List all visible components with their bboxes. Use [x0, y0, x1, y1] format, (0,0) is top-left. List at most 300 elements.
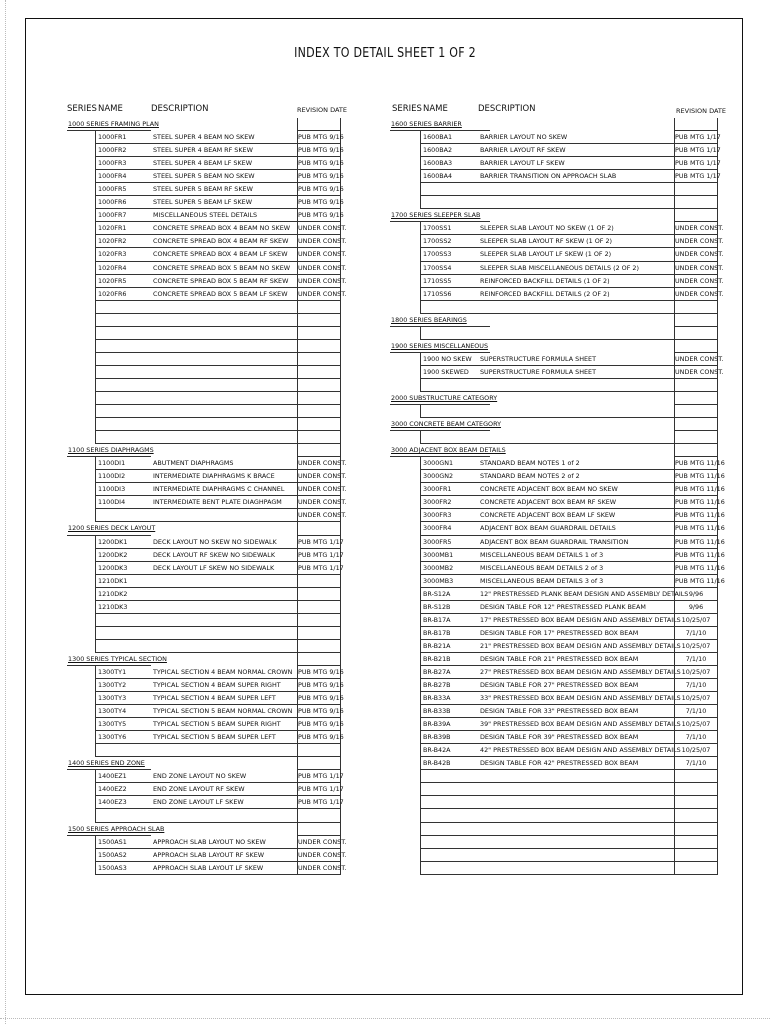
section-header-row — [390, 118, 718, 131]
revision-cell: UNDER CONST. — [297, 483, 341, 496]
description-cell: BARRIER LAYOUT RF SKEW — [478, 144, 674, 157]
description-cell: ADJACENT BOX BEAM GUARDRAIL DETAILS — [478, 522, 674, 535]
description-cell — [478, 301, 674, 314]
table-row — [390, 640, 718, 653]
section-header-row — [390, 444, 718, 457]
table-row — [390, 770, 718, 783]
revision-cell: PUB MTG 9/16 — [297, 718, 341, 731]
table-row — [390, 744, 718, 757]
revision-cell: PUB MTG 1/17 — [674, 144, 718, 157]
name-cell: 1300TY3 — [95, 692, 151, 705]
name-cell — [420, 327, 478, 340]
description-cell — [151, 366, 297, 379]
revision-cell — [674, 314, 718, 327]
revision-cell: PUB MTG 11/16 — [674, 509, 718, 522]
description-cell — [478, 431, 674, 444]
revision-cell: PUB MTG 9/16 — [297, 157, 341, 170]
table-row — [67, 627, 341, 640]
section-header-row — [390, 418, 718, 431]
name-cell — [420, 301, 478, 314]
name-cell: BR-S12A — [420, 588, 478, 601]
table-row — [67, 157, 344, 170]
revision-cell — [297, 575, 341, 588]
revision-cell: PUB MTG 1/17 — [674, 131, 718, 144]
right-index-column — [390, 104, 726, 875]
table-row — [67, 575, 341, 588]
revision-cell — [297, 757, 341, 770]
revision-cell — [674, 209, 718, 222]
description-cell: 39" PRESTRESSED BOX BEAM DESIGN AND ASSEMBLY DETAILS — [478, 718, 674, 731]
revision-cell — [297, 418, 341, 431]
table-row — [390, 601, 718, 614]
table-row — [67, 509, 347, 522]
table-row — [390, 823, 718, 836]
table-row — [67, 496, 347, 509]
name-cell: BR-B27B — [420, 679, 478, 692]
revision-cell: UNDER CONST. — [297, 235, 341, 248]
description-cell: SLEEPER SLAB MISCELLANEOUS DETAILS (2 OF 2) — [478, 262, 674, 275]
name-cell: 1600BA3 — [420, 157, 478, 170]
table-row — [390, 288, 724, 301]
revision-cell — [297, 379, 341, 392]
description-cell: BARRIER LAYOUT NO SKEW — [478, 131, 674, 144]
revision-cell: UNDER CONST. — [297, 470, 341, 483]
name-cell — [420, 183, 478, 196]
revision-cell: UNDER CONST. — [297, 509, 341, 522]
revision-cell — [674, 809, 718, 822]
revision-cell — [297, 823, 341, 836]
section-title: 1100 SERIES DIAPHRAGMS — [68, 446, 154, 455]
revision-cell — [297, 653, 341, 666]
name-header: NAME — [423, 104, 448, 114]
revision-cell — [674, 118, 718, 131]
description-cell: DESIGN TABLE FOR 27" PRESTRESSED BOX BEAM — [478, 679, 674, 692]
revision-cell: UNDER CONST. — [674, 288, 718, 301]
table-row — [67, 327, 341, 340]
description-cell: ABUTMENT DIAPHRAGMS — [151, 457, 297, 470]
description-cell — [478, 823, 674, 836]
table-row — [67, 744, 341, 757]
description-cell: END ZONE LAYOUT NO SKEW — [151, 770, 297, 783]
revision-cell: PUB MTG 9/16 — [297, 731, 341, 744]
description-cell: BARRIER TRANSITION ON APPROACH SLAB — [478, 170, 674, 183]
table-row — [390, 562, 725, 575]
name-cell — [420, 862, 478, 875]
table-row — [390, 731, 718, 744]
name-cell: 1020FR6 — [95, 288, 151, 301]
name-cell: 1300TY1 — [95, 666, 151, 679]
name-cell: 1020FR1 — [95, 222, 151, 235]
revision-cell: PUB MTG 1/17 — [674, 170, 718, 183]
table-row — [67, 549, 344, 562]
name-cell: 1400EZ3 — [95, 796, 151, 809]
name-cell: 1300TY5 — [95, 718, 151, 731]
name-cell: 1210DK1 — [95, 575, 151, 588]
description-cell: 33" PRESTRESSED BOX BEAM DESIGN AND ASSEMBLY DETAILS — [478, 692, 674, 705]
spacer-row — [390, 431, 718, 444]
name-cell: BR-B17A — [420, 614, 478, 627]
name-cell: 1600BA4 — [420, 170, 478, 183]
section-header-row — [67, 823, 341, 836]
description-cell — [151, 809, 297, 822]
table-row — [67, 614, 341, 627]
description-cell: STEEL SUPER 5 BEAM RF SKEW — [151, 183, 297, 196]
description-cell — [151, 314, 297, 327]
section-header-row — [67, 522, 341, 535]
revision-cell — [674, 301, 718, 314]
table-row — [390, 849, 718, 862]
revision-cell: PUB MTG 9/16 — [297, 679, 341, 692]
revision-cell — [674, 418, 718, 431]
description-cell — [478, 862, 674, 875]
table-row — [67, 248, 347, 261]
description-cell: MISCELLANEOUS BEAM DETAILS 3 of 3 — [478, 575, 674, 588]
table-row — [390, 222, 724, 235]
name-cell: 3000FR5 — [420, 536, 478, 549]
description-cell: DESIGN TABLE FOR 39" PRESTRESSED BOX BEAM — [478, 731, 674, 744]
table-row — [390, 235, 724, 248]
section-header-row — [67, 118, 341, 131]
revision-cell — [674, 431, 718, 444]
description-cell: CONCRETE SPREAD BOX 5 BEAM RF SKEW — [151, 275, 297, 288]
description-cell: DECK LAYOUT RF SKEW NO SIDEWALK — [151, 549, 297, 562]
table-row — [390, 783, 718, 796]
table-row — [67, 796, 344, 809]
revision-cell: 7/1/10 — [674, 757, 718, 770]
page-bottom-edge — [0, 1018, 770, 1020]
description-cell: SUPERSTRUCTURE FORMULA SHEET — [478, 366, 674, 379]
revision-cell: PUB MTG 1/17 — [297, 549, 341, 562]
revision-cell: 7/1/10 — [674, 627, 718, 640]
table-row — [390, 457, 725, 470]
table-row — [67, 562, 344, 575]
revision-header: REVISION DATE — [297, 106, 347, 114]
table-row — [67, 353, 341, 366]
description-cell — [478, 327, 674, 340]
description-cell: STEEL SUPER 4 BEAM NO SKEW — [151, 131, 297, 144]
table-row — [67, 470, 347, 483]
section-title: 2000 SUBSTRUCTURE CATEGORY — [391, 393, 498, 402]
section-title: 1400 SERIES END ZONE — [68, 759, 145, 768]
table-row — [390, 262, 724, 275]
description-cell — [478, 796, 674, 809]
description-cell — [478, 405, 674, 418]
description-cell — [151, 340, 297, 353]
revision-cell: UNDER CONST. — [674, 222, 718, 235]
description-cell: STANDARD BEAM NOTES 1 of 2 — [478, 457, 674, 470]
name-cell — [95, 392, 151, 405]
section-title: 1900 SERIES MISCELLANEOUS — [391, 341, 489, 350]
table-row — [67, 144, 344, 157]
name-cell: 1100DI3 — [95, 483, 151, 496]
name-cell: BR-B39A — [420, 718, 478, 731]
section-header-row — [390, 392, 718, 405]
name-cell — [420, 196, 478, 209]
left-column-header — [67, 104, 347, 118]
revision-cell: 7/1/10 — [674, 731, 718, 744]
name-cell — [420, 405, 478, 418]
description-cell: INTERMEDIATE BENT PLATE DIAGHPAGM — [151, 496, 297, 509]
description-cell: 27" PRESTRESSED BOX BEAM DESIGN AND ASSEMBLY DETAILS — [478, 666, 674, 679]
table-row — [390, 170, 721, 183]
description-cell — [151, 575, 297, 588]
name-cell: BR-B39B — [420, 731, 478, 744]
description-cell: MISCELLANEOUS BEAM DETAILS 2 of 3 — [478, 562, 674, 575]
name-cell: BR-B21A — [420, 640, 478, 653]
name-cell: 1300TY2 — [95, 679, 151, 692]
description-cell: TYPICAL SECTION 5 BEAM NORMAL CROWN — [151, 705, 297, 718]
table-row — [390, 275, 724, 288]
revision-cell — [674, 862, 718, 875]
description-cell — [151, 392, 297, 405]
description-cell — [151, 405, 297, 418]
name-cell: 1200DK2 — [95, 549, 151, 562]
table-row — [390, 549, 725, 562]
revision-cell: PUB MTG 1/17 — [674, 157, 718, 170]
name-cell: 1500AS2 — [95, 849, 151, 862]
revision-cell: PUB MTG 11/16 — [674, 470, 718, 483]
revision-cell: PUB MTG 11/16 — [674, 549, 718, 562]
name-cell: BR-B42B — [420, 757, 478, 770]
table-row — [67, 288, 347, 301]
name-cell — [95, 614, 151, 627]
revision-cell: PUB MTG 9/16 — [297, 131, 341, 144]
name-cell: BR-B21B — [420, 653, 478, 666]
table-row — [67, 588, 341, 601]
revision-cell: UNDER CONST. — [297, 849, 341, 862]
section-header-row — [67, 653, 341, 666]
revision-cell: PUB MTG 1/17 — [297, 770, 341, 783]
name-cell — [420, 809, 478, 822]
name-cell: BR-B17B — [420, 627, 478, 640]
section-title: 3000 ADJACENT BOX BEAM DETAILS — [391, 446, 506, 455]
name-cell: 1500AS1 — [95, 836, 151, 849]
description-cell: 17" PRESTRESSED BOX BEAM DESIGN AND ASSEMBLY DETAILS — [478, 614, 674, 627]
description-cell — [151, 301, 297, 314]
table-row — [390, 796, 718, 809]
section-header-row — [390, 209, 718, 222]
table-row — [67, 340, 341, 353]
name-cell — [420, 796, 478, 809]
name-cell — [95, 340, 151, 353]
table-row — [390, 614, 718, 627]
table-row — [67, 222, 347, 235]
name-cell: 1200DK1 — [95, 536, 151, 549]
revision-cell — [674, 405, 718, 418]
description-cell: END ZONE LAYOUT LF SKEW — [151, 796, 297, 809]
table-row — [390, 301, 718, 314]
description-cell: CONCRETE SPREAD BOX 5 BEAM NO SKEW — [151, 262, 297, 275]
description-cell — [478, 379, 674, 392]
name-cell: 1000FR5 — [95, 183, 151, 196]
name-cell — [95, 509, 151, 522]
name-cell — [95, 640, 151, 653]
description-cell: DESIGN TABLE FOR 21" PRESTRESSED BOX BEAM — [478, 653, 674, 666]
description-cell: STEEL SUPER 5 BEAM NO SKEW — [151, 170, 297, 183]
section-title: 1600 SERIES BARRIER — [391, 120, 462, 128]
name-cell — [95, 353, 151, 366]
revision-cell: PUB MTG 9/16 — [297, 666, 341, 679]
name-cell: 1020FR4 — [95, 262, 151, 275]
section-title: 1700 SERIES SLEEPER SLAB — [391, 211, 481, 220]
name-cell: 1210DK2 — [95, 588, 151, 601]
revision-cell: UNDER CONST. — [297, 248, 341, 261]
revision-cell — [297, 118, 341, 131]
table-row — [67, 235, 347, 248]
description-cell: CONCRETE ADJACENT BOX BEAM LF SKEW — [478, 509, 674, 522]
table-row — [390, 588, 718, 601]
name-cell: 1700SS4 — [420, 262, 478, 275]
description-cell: TYPICAL SECTION 4 BEAM SUPER LEFT — [151, 692, 297, 705]
description-cell — [151, 614, 297, 627]
description-cell — [151, 353, 297, 366]
table-row — [390, 496, 725, 509]
name-cell: 3000GN2 — [420, 470, 478, 483]
name-cell: 1020FR3 — [95, 248, 151, 261]
table-row — [390, 627, 718, 640]
name-cell: 1100DI4 — [95, 496, 151, 509]
table-row — [390, 353, 724, 366]
table-row — [67, 705, 344, 718]
description-cell: CONCRETE SPREAD BOX 4 BEAM RF SKEW — [151, 235, 297, 248]
description-cell: END ZONE LAYOUT RF SKEW — [151, 783, 297, 796]
description-cell: REINFORCED BACKFILL DETAILS (2 OF 2) — [478, 288, 674, 301]
revision-cell — [297, 627, 341, 640]
table-row — [390, 509, 725, 522]
revision-cell — [297, 444, 341, 457]
spacer-row — [390, 196, 718, 209]
revision-cell: PUB MTG 11/16 — [674, 575, 718, 588]
description-cell: 21" PRESTRESSED BOX BEAM DESIGN AND ASSEMBLY DETAILS — [478, 640, 674, 653]
table-row — [390, 809, 718, 822]
description-cell — [478, 849, 674, 862]
name-cell — [420, 379, 478, 392]
name-cell: 1000FR1 — [95, 131, 151, 144]
revision-cell: PUB MTG 11/16 — [674, 522, 718, 535]
section-title: 1000 SERIES FRAMING PLAN — [68, 120, 159, 128]
name-cell: 1200DK3 — [95, 562, 151, 575]
description-cell: BARRIER LAYOUT LF SKEW — [478, 157, 674, 170]
revision-cell — [674, 823, 718, 836]
revision-cell: 10/25/07 — [674, 718, 718, 731]
table-row — [390, 366, 724, 379]
description-cell — [151, 327, 297, 340]
description-cell: STEEL SUPER 5 BEAM LF SKEW — [151, 196, 297, 209]
page-left-edge — [0, 0, 6, 1024]
revision-cell — [674, 379, 718, 392]
table-row — [390, 144, 721, 157]
revision-cell — [297, 405, 341, 418]
revision-cell: PUB MTG 9/16 — [297, 196, 341, 209]
table-row — [67, 196, 344, 209]
revision-cell — [297, 327, 341, 340]
revision-cell: UNDER CONST. — [674, 353, 718, 366]
revision-cell: 10/25/07 — [674, 640, 718, 653]
revision-cell — [297, 614, 341, 627]
name-cell: 1020FR5 — [95, 275, 151, 288]
description-cell — [151, 509, 297, 522]
table-row — [67, 275, 347, 288]
description-cell: CONCRETE ADJACENT BOX BEAM NO SKEW — [478, 483, 674, 496]
revision-cell: UNDER CONST. — [674, 366, 718, 379]
revision-cell: 9/96 — [674, 588, 718, 601]
revision-cell — [297, 431, 341, 444]
left-index-table — [67, 118, 347, 875]
description-cell: DESIGN TABLE FOR 12" PRESTRESSED PLANK BEAM — [478, 601, 674, 614]
table-row — [390, 248, 724, 261]
name-cell — [95, 314, 151, 327]
table-row — [390, 653, 718, 666]
name-cell — [95, 405, 151, 418]
table-row — [390, 575, 725, 588]
revision-cell: PUB MTG 9/16 — [297, 705, 341, 718]
name-cell — [95, 379, 151, 392]
name-cell: 1100DI2 — [95, 470, 151, 483]
description-cell — [478, 809, 674, 822]
description-cell: 42" PRESTRESSED BOX BEAM DESIGN AND ASSEMBLY DETAILS — [478, 744, 674, 757]
name-cell: 3000FR1 — [420, 483, 478, 496]
description-cell — [151, 418, 297, 431]
name-header: NAME — [98, 104, 123, 114]
name-cell — [95, 744, 151, 757]
name-cell: 1300TY6 — [95, 731, 151, 744]
name-cell: 1400EZ2 — [95, 783, 151, 796]
table-row — [67, 666, 344, 679]
revision-cell — [674, 836, 718, 849]
name-cell: 1700SS3 — [420, 248, 478, 261]
name-cell: BR-B33A — [420, 692, 478, 705]
spacer-row — [390, 327, 718, 340]
name-cell: BR-B27A — [420, 666, 478, 679]
description-cell: TYPICAL SECTION 4 BEAM SUPER RIGHT — [151, 679, 297, 692]
revision-cell — [674, 392, 718, 405]
name-cell — [420, 431, 478, 444]
description-cell: 12" PRESTRESSED PLANK BEAM DESIGN AND ASSEMBLY DETAILS — [478, 588, 674, 601]
table-row — [67, 170, 344, 183]
revision-cell: PUB MTG 1/17 — [297, 562, 341, 575]
name-cell — [95, 366, 151, 379]
table-row — [390, 470, 725, 483]
name-cell: 3000GN1 — [420, 457, 478, 470]
description-header: DESCRIPTION — [478, 104, 536, 114]
revision-cell: PUB MTG 1/17 — [297, 536, 341, 549]
revision-cell: UNDER CONST. — [297, 275, 341, 288]
table-row — [67, 836, 347, 849]
description-cell: SLEEPER SLAB LAYOUT RF SKEW (1 OF 2) — [478, 235, 674, 248]
name-cell: 1400EZ1 — [95, 770, 151, 783]
description-cell — [151, 379, 297, 392]
section-header-row — [67, 757, 341, 770]
description-cell: DECK LAYOUT NO SKEW NO SIDEWALK — [151, 536, 297, 549]
name-cell — [95, 418, 151, 431]
name-cell: 1300TY4 — [95, 705, 151, 718]
table-row — [67, 379, 341, 392]
description-cell: REINFORCED BACKFILL DETAILS (1 OF 2) — [478, 275, 674, 288]
table-row — [67, 483, 347, 496]
spacer-row — [67, 640, 341, 653]
table-row — [390, 131, 721, 144]
revision-cell: 7/1/10 — [674, 653, 718, 666]
description-cell — [478, 196, 674, 209]
revision-cell — [297, 744, 341, 757]
revision-cell: 9/96 — [674, 601, 718, 614]
table-row — [67, 366, 341, 379]
revision-cell: PUB MTG 11/16 — [674, 457, 718, 470]
name-cell: 1500AS3 — [95, 862, 151, 875]
table-row — [390, 705, 718, 718]
name-cell: BR-B33B — [420, 705, 478, 718]
revision-cell: 10/25/07 — [674, 744, 718, 757]
